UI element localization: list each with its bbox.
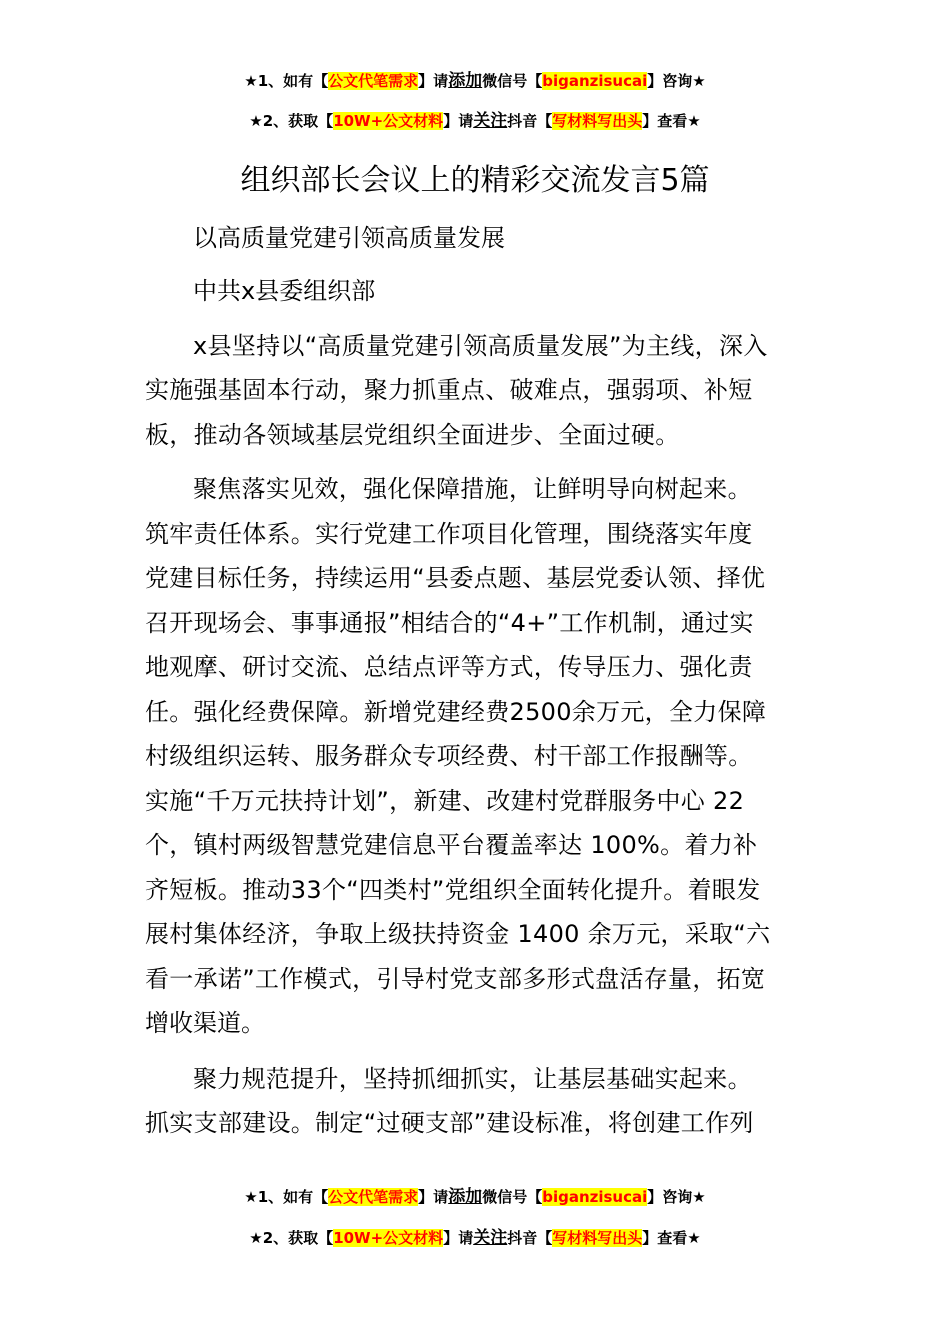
banner-highlight: 写材料写出头 bbox=[552, 112, 643, 130]
body-line: 聚力规范提升，坚持抓细抓实，让基层基础实起来。 bbox=[193, 1065, 752, 1093]
header-banner-line-1 bbox=[0, 71, 950, 91]
banner-highlight: 公文代笔需求 bbox=[328, 1188, 419, 1206]
banner-text: ★2、获取【 bbox=[249, 1229, 334, 1247]
body-line: 聚焦落实见效，强化保障措施，让鲜明导向树起来。 bbox=[193, 475, 752, 503]
body-line: 任。强化经费保障。新增党建经费2500余万元，全力保障 bbox=[145, 698, 767, 726]
body-line: x县坚持以“高质量党建引领高质量发展”为主线，深入 bbox=[193, 332, 768, 360]
banner-text: ★1、如有【 bbox=[244, 1188, 329, 1206]
banner-highlight: 10W+公文材料 bbox=[333, 1229, 444, 1247]
banner-text: ★1、如有【 bbox=[244, 72, 329, 90]
banner-underline: 添加 bbox=[448, 1187, 483, 1207]
banner-text: 】查看★ bbox=[642, 112, 701, 130]
body-line: 实施强基固本行动，聚力抓重点、破难点，强弱项、补短 bbox=[145, 376, 753, 404]
header-banner-line-2 bbox=[0, 111, 950, 131]
body-line: 板，推动各领域基层党组织全面进步、全面过硬。 bbox=[145, 421, 680, 449]
body-line: 召开现场会、事事通报”相结合的“4+”工作机制，通过实 bbox=[145, 609, 754, 637]
document-subtitle: 以高质量党建引领高质量发展 bbox=[193, 224, 505, 252]
body-line: 齐短板。推动33个“四类村”党组织全面转化提升。着眼发 bbox=[145, 876, 761, 904]
body-line: 看一承诺”工作模式，引导村党支部多形式盘活存量，拓宽 bbox=[145, 965, 766, 993]
footer-banner-line-2 bbox=[0, 1228, 950, 1248]
document-author: 中共x县委组织部 bbox=[193, 277, 376, 305]
banner-text: 微信号【 bbox=[482, 72, 543, 90]
banner-text: 】查看★ bbox=[642, 1229, 701, 1247]
banner-underline: 关注 bbox=[473, 111, 508, 131]
banner-highlight: 10W+公文材料 bbox=[333, 112, 444, 130]
banner-text: 抖音【 bbox=[507, 112, 553, 130]
banner-underline: 添加 bbox=[448, 71, 483, 91]
banner-text: ★2、获取【 bbox=[249, 112, 334, 130]
banner-underline: 关注 bbox=[473, 1228, 508, 1248]
body-line: 党建目标任务，持续运用“县委点题、基层党委认领、择优 bbox=[145, 564, 766, 592]
body-line: 筑牢责任体系。实行党建工作项目化管理，围绕落实年度 bbox=[145, 520, 753, 548]
body-line: 抓实支部建设。制定“过硬支部”建设标准，将创建工作列 bbox=[145, 1109, 754, 1137]
body-line: 村级组织运转、服务群众专项经费、村干部工作报酬等。 bbox=[145, 742, 753, 770]
banner-text: 】咨询★ bbox=[647, 1188, 706, 1206]
banner-highlight: biganzisucai bbox=[542, 72, 648, 90]
body-line: 实施“千万元扶持计划”，新建、改建村党群服务中心 22 bbox=[145, 787, 745, 815]
body-line: 地观摩、研讨交流、总结点评等方式，传导压力、强化责 bbox=[145, 653, 753, 681]
body-line: 增收渠道。 bbox=[145, 1009, 265, 1037]
body-line: 个，镇村两级智慧党建信息平台覆盖率达 100%。着力补 bbox=[145, 831, 758, 859]
footer-banner-line-1 bbox=[0, 1187, 950, 1207]
body-line: 展村集体经济，争取上级扶持资金 1400 余万元，采取“六 bbox=[145, 920, 771, 948]
banner-text: 】请 bbox=[443, 112, 474, 130]
banner-text: 微信号【 bbox=[482, 1188, 543, 1206]
banner-highlight: 公文代笔需求 bbox=[328, 72, 419, 90]
banner-text: 】请 bbox=[418, 1188, 449, 1206]
banner-highlight: biganzisucai bbox=[542, 1188, 648, 1206]
banner-text: 】请 bbox=[443, 1229, 474, 1247]
banner-text: 】咨询★ bbox=[647, 72, 706, 90]
banner-text: 抖音【 bbox=[507, 1229, 553, 1247]
banner-highlight: 写材料写出头 bbox=[552, 1229, 643, 1247]
banner-text: 】请 bbox=[418, 72, 449, 90]
document-title: 组织部长会议上的精彩交流发言5篇 bbox=[240, 163, 710, 198]
